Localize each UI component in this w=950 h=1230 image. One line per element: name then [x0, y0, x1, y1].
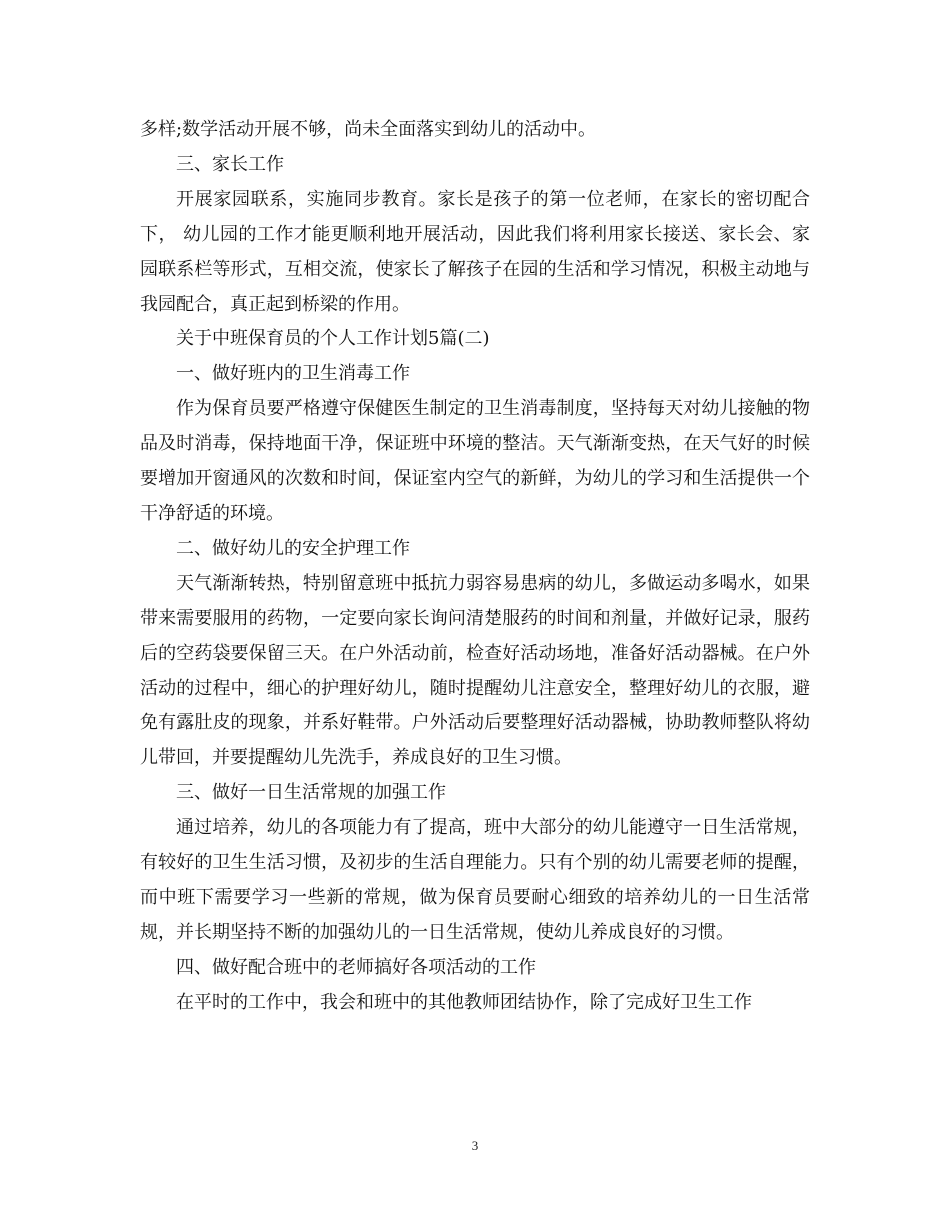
article-title: 关于中班保育员的个人工作计划5篇(二) [176, 328, 490, 350]
section-heading: 四、做好配合班中的老师搞好各项活动的工作 [176, 956, 536, 978]
paragraph: 天气渐渐转热，特别留意班中抵抗力弱容易患病的幼儿，多做运动多喝水，如果带来需要服用的药物，一定要向家长询问清楚服药的时间和剂量，并做好记录，服药后的空药袋要保留三天。在户外活动前，检查好活动场地，准备好活动器械。在户外活动的过程中，细心的护理好幼儿，随时提醒幼儿注意安全，整理好幼儿的衣服，避免有露肚皮的现象，并系好鞋带。户外活动后要整理好活动器械，协助教师整队将幼儿带回，并要提醒幼儿先洗手，养成良好的卫生习惯。 [140, 572, 810, 769]
paragraph: 多样;数学活动开展不够，尚未全面落实到幼儿的活动中。 [140, 119, 597, 140]
section-heading: 三、做好一日生活常规的加强工作 [176, 782, 446, 804]
page-number: 3 [471, 1138, 479, 1153]
section-heading: 一、做好班内的卫生消毒工作 [176, 363, 410, 385]
paragraph: 作为保育员要严格遵守保健医生制定的卫生消毒制度，坚持每天对幼儿接触的物品及时消毒，保持地面干净，保证班中环境的整洁。天气渐渐变热，在天气好的时候要增加开窗通风的次数和时间，保证室内空气的新鲜，为幼儿的学习和生活提供一个干净舒适的环境。 [140, 398, 810, 524]
section-heading: 三、家长工作 [176, 153, 284, 175]
paragraph: 通过培养，幼儿的各项能力有了提高，班中大部分的幼儿能遵守一日生活常规，有较好的卫生生活习惯，及初步的生活自理能力。只有个别的幼儿需要老师的提醒，而中班下需要学习一些新的常规，做为保育员要耐心细致的培养幼儿的一日生活常规，并长期坚持不断的加强幼儿的一日生活常规，使幼儿养成良好的习惯。 [140, 817, 810, 943]
section-heading: 二、做好幼儿的安全护理工作 [176, 537, 410, 559]
paragraph: 在平时的工作中，我会和班中的其他教师团结协作，除了完成好卫生工作 [176, 991, 752, 1013]
paragraph: 开展家园联系，实施同步教育。家长是孩子的第一位老师，在家长的密切配合下， 幼儿园的工作才能更顺利地开展活动，因此我们将利用家长接送、家长会、家园联系栏等形式，互相交流，使家长了解孩子在园的生活和学习情况，积极主动地与我园配合，真正起到桥梁的作用。 [140, 188, 810, 315]
document-body [140, 113, 810, 1021]
